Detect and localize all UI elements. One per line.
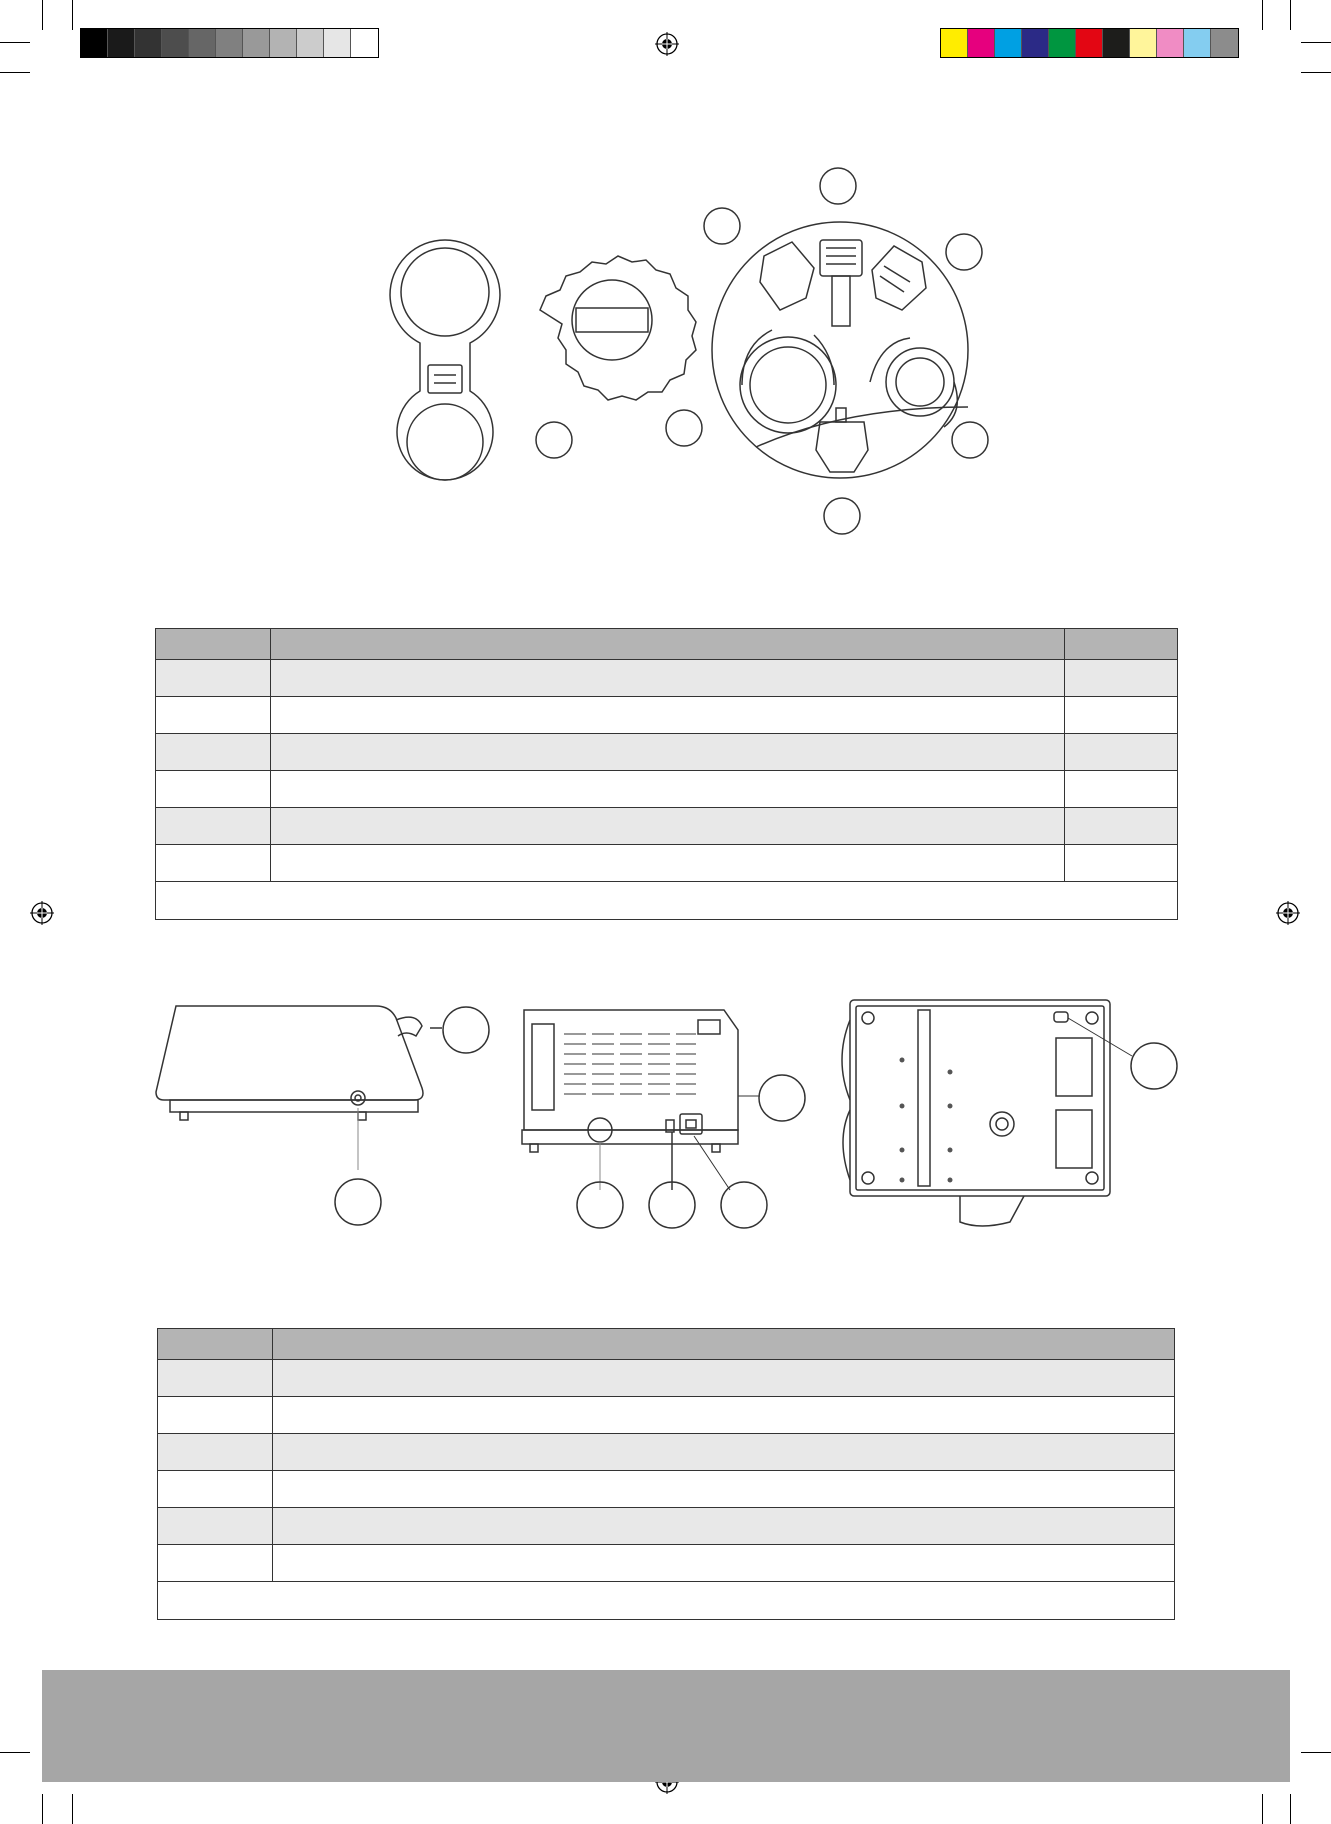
color-swatch — [270, 29, 297, 57]
table-row — [156, 660, 1177, 697]
callout-circle — [721, 1182, 767, 1228]
gear-cap-drawing — [540, 256, 696, 400]
color-swatch — [216, 29, 243, 57]
color-swatch — [351, 29, 378, 57]
callout-circle — [704, 208, 740, 244]
device-rear-view — [522, 1010, 760, 1190]
callout-circle — [536, 422, 572, 458]
color-swatch — [81, 29, 108, 57]
table-row — [156, 697, 1177, 734]
table-row — [158, 1508, 1174, 1545]
color-swatch — [243, 29, 270, 57]
color-swatch — [1022, 29, 1049, 57]
table-header-row — [156, 629, 1177, 660]
process-color-bar — [940, 28, 1239, 58]
color-swatch — [1157, 29, 1184, 57]
accessory-table — [155, 628, 1178, 920]
color-swatch — [189, 29, 216, 57]
table-row — [158, 1545, 1174, 1582]
table-header-row — [158, 1329, 1174, 1360]
footer-band — [42, 1670, 1290, 1782]
table-row — [158, 1397, 1174, 1434]
callout-circle — [666, 410, 702, 446]
callout-circle — [335, 1179, 381, 1225]
color-swatch — [1103, 29, 1130, 57]
accessories-illustration — [350, 160, 1010, 540]
color-swatch — [968, 29, 995, 57]
device-views-illustration — [150, 990, 1190, 1240]
component-table — [157, 1328, 1175, 1620]
callout-circle — [820, 168, 856, 204]
color-swatch — [162, 29, 189, 57]
table-row — [158, 1471, 1174, 1508]
registration-mark-icon — [30, 901, 54, 925]
table-row — [158, 1434, 1174, 1471]
color-swatch — [1130, 29, 1157, 57]
callout-circle — [1131, 1043, 1177, 1089]
table-row — [156, 734, 1177, 771]
color-swatch — [108, 29, 135, 57]
color-swatch — [1184, 29, 1211, 57]
color-swatch — [1211, 29, 1238, 57]
registration-mark-icon — [1276, 901, 1300, 925]
color-swatch — [1076, 29, 1103, 57]
table-row — [158, 1360, 1174, 1397]
registration-mark-icon — [655, 32, 679, 56]
callout-circle — [946, 234, 982, 270]
callout-circle — [952, 422, 988, 458]
accessory-tray-drawing — [712, 222, 968, 478]
color-swatch — [941, 29, 968, 57]
device-side-view — [156, 1006, 442, 1170]
callout-circle — [443, 1007, 489, 1053]
color-swatch — [297, 29, 324, 57]
color-swatch — [995, 29, 1022, 57]
bottle-wrench-drawing — [390, 240, 500, 480]
callout-circle — [759, 1075, 805, 1121]
device-bottom-view — [842, 1000, 1132, 1226]
table-row — [156, 771, 1177, 808]
table-row — [156, 845, 1177, 882]
color-swatch — [135, 29, 162, 57]
table-row — [156, 808, 1177, 845]
callout-circle — [824, 498, 860, 534]
grayscale-color-bar — [80, 28, 379, 58]
color-swatch — [1049, 29, 1076, 57]
color-swatch — [324, 29, 351, 57]
